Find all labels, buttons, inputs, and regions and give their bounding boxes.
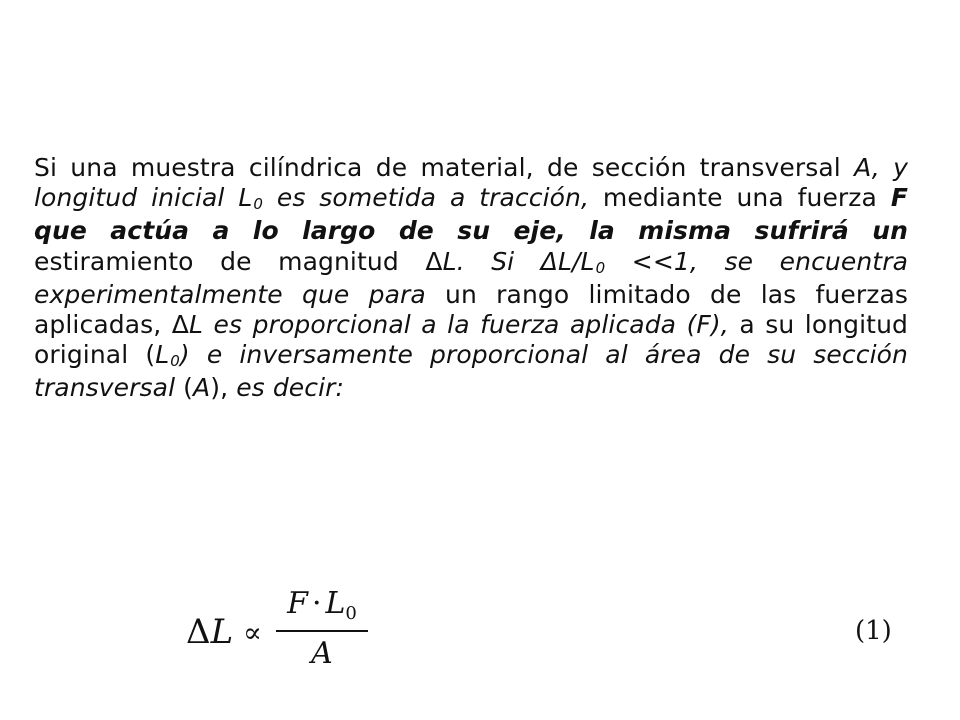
fraction-numerator [276,586,368,624]
text-segment-italic: A, y longitud inicial L [34,153,908,213]
delta-symbol: Δ [186,612,211,652]
text-segment-italic: L [155,340,170,370]
fraction [276,586,368,682]
text-segment: ( [175,373,194,403]
subscript: 0 [595,258,606,277]
formula-lhs [186,612,233,652]
subscript: 0 [253,195,263,214]
text-segment-italic: A [193,373,211,403]
formula-lhs-variable: L [210,612,234,652]
text-segment-italic: L es proporcional a la fuerza aplicada (F), [189,310,729,340]
text-segment: un rango limitado de las fuerzas aplicadas, Δ [34,279,908,340]
text-segment: Si una muestra cilíndrica de material, de sección transversal [34,153,855,182]
fraction-bar [276,630,368,632]
numerator-length: L [325,586,346,621]
text-segment-italic: es sometida a tracción, [263,183,590,213]
numerator-subscript: 0 [345,603,357,624]
text-segment-italic: ) e inversamente proporcional al área de su sección transversal [34,340,908,403]
equation-number: (1) [855,616,892,646]
subscript: 0 [170,352,180,371]
text-segment: estiramiento de magnitud Δ [34,246,443,276]
numerator-force: F [287,586,308,621]
text-segment-italic: <<1, se encuentra experimentalmente que para [34,246,908,309]
multiplication-dot: · [311,586,322,621]
proportional-symbol: ∝ [243,616,262,649]
formula [186,586,386,686]
text-segment-bold-italic: F que actúa a lo largo de su eje, la misma sufrirá un [34,183,908,246]
text-segment: a su longitud original ( [34,310,908,370]
body-paragraph [34,153,908,404]
fraction-denominator: A [311,636,333,671]
text-segment-italic: es decir: [236,373,345,403]
text-segment: mediante una fuerza [589,183,891,213]
text-segment: ), [210,373,237,403]
text-segment-italic: L. Si ΔL/L [442,246,595,276]
